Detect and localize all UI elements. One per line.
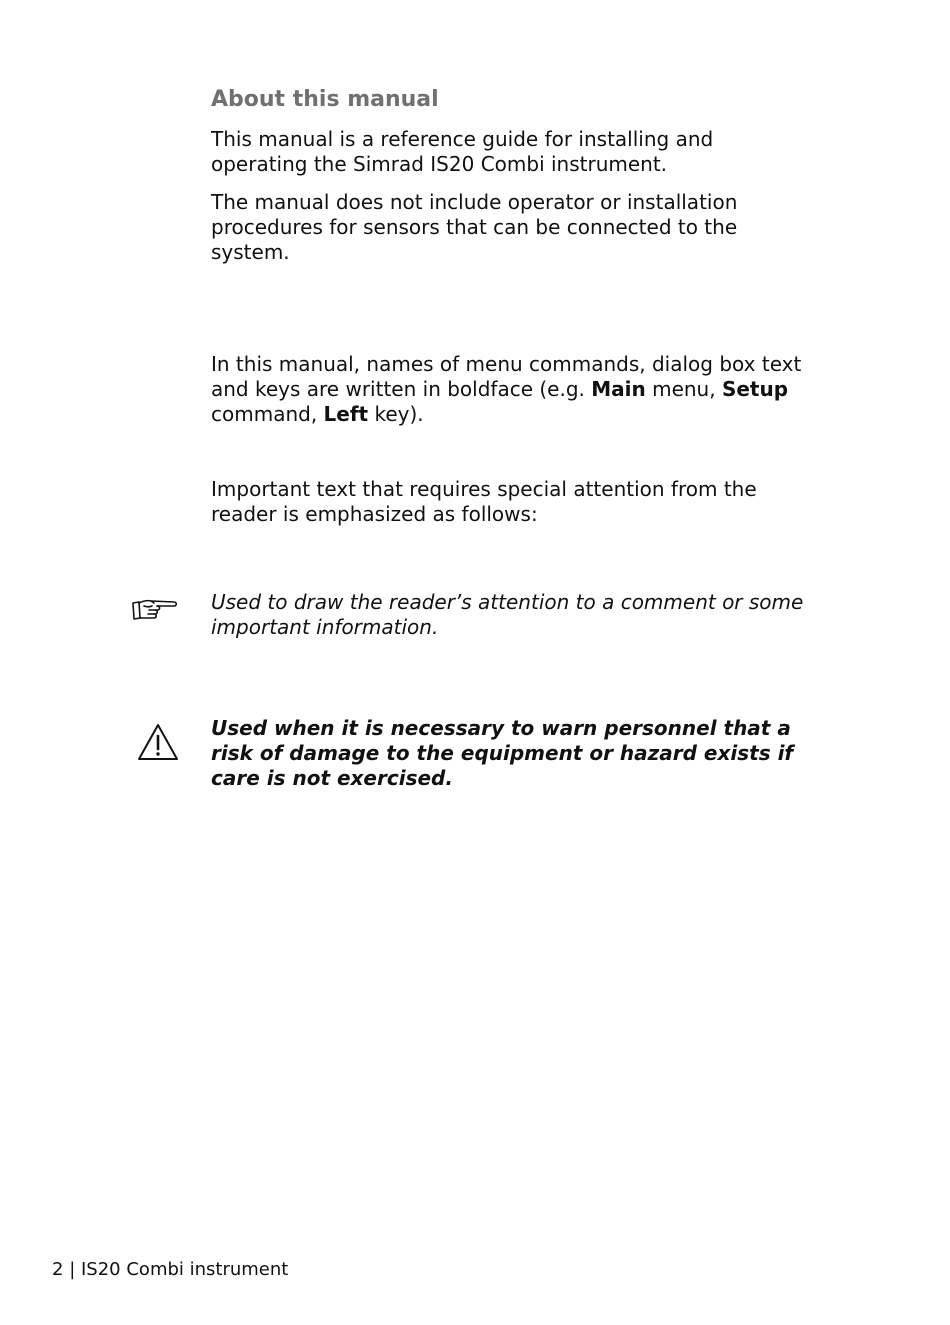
warning-text: Used when it is necessary to warn personnel that a risk of damage to the equipment or hazard exists if care is not exercised. xyxy=(211,716,794,790)
section-heading: About this manual xyxy=(211,87,439,112)
pointing-hand-icon xyxy=(130,594,180,624)
conventions-text-1: In this manual, names of menu commands, dialog box text and keys are written in boldface (e.g. xyxy=(211,352,802,401)
bold-example-setup: Setup xyxy=(721,377,789,401)
page-footer xyxy=(52,1259,288,1281)
bold-example-left: Left xyxy=(323,402,369,426)
page-number: 2 xyxy=(52,1259,64,1280)
conventions-text-4: key). xyxy=(368,402,424,426)
conventions-text-3: command, xyxy=(211,402,324,426)
intro-paragraph-2: The manual does not include operator or installation procedures for sensors that can be connected to the system. xyxy=(211,190,738,264)
emphasis-intro-paragraph: Important text that requires special attention from the reader is emphasized as follows: xyxy=(211,477,757,526)
footer-separator: | xyxy=(69,1259,76,1280)
note-text: Used to draw the reader’s attention to a comment or some important information. xyxy=(211,590,804,639)
conventions-paragraph xyxy=(211,352,816,427)
warning-triangle-icon xyxy=(136,722,180,762)
bold-example-main: Main xyxy=(591,377,646,401)
document-title: IS20 Combi instrument xyxy=(81,1259,289,1280)
conventions-text-2: menu, xyxy=(645,377,722,401)
intro-paragraph-1: This manual is a reference guide for installing and operating the Simrad IS20 Combi instrument. xyxy=(211,127,714,176)
